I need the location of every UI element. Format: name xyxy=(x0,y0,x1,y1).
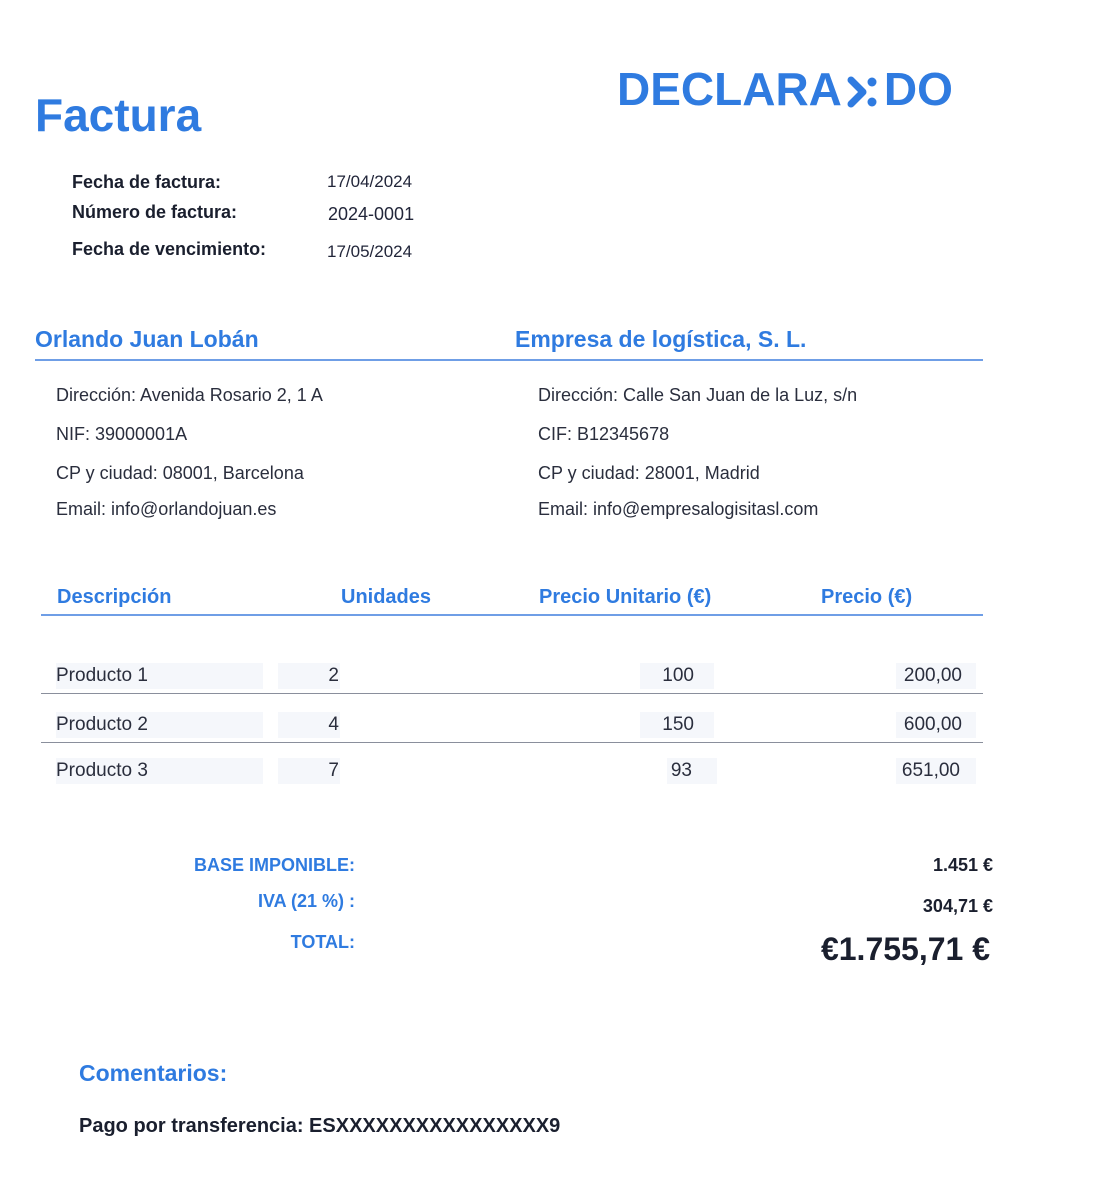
row2-unidades: 4 xyxy=(278,712,340,738)
base-imponible-value: 1.451 € xyxy=(932,855,993,875)
emisor-name: Orlando Juan Lobán xyxy=(35,326,259,352)
table-header-divider xyxy=(41,614,983,616)
row1-descripcion: Producto 1 xyxy=(56,663,263,689)
row1-precio: 200,00 xyxy=(896,663,976,689)
fecha-factura-value: 17/04/2024 xyxy=(327,172,413,191)
comentarios-text: Pago por transferencia: ESXXXXXXXXXXXXXXXX9 xyxy=(79,1115,561,1137)
total-value: €1.755,71 € xyxy=(820,931,990,967)
cliente-cp: CP y ciudad: 28001, Madrid xyxy=(538,463,760,483)
row3-precio: 651,00 xyxy=(896,758,976,784)
emisor-cp: CP y ciudad: 08001, Barcelona xyxy=(56,463,304,483)
emisor-direccion: Dirección: Avenida Rosario 2, 1 A xyxy=(56,385,323,405)
cliente-direccion: Dirección: Calle San Juan de la Luz, s/n xyxy=(538,385,858,405)
cliente-email: Email: info@empresalogisitasl.com xyxy=(538,499,819,519)
col-header-descripcion: Descripción xyxy=(57,586,172,608)
row3-unidades: 7 xyxy=(278,758,340,784)
row2-precio: 600,00 xyxy=(896,712,976,738)
iva-value: 304,71 € xyxy=(922,896,993,916)
numero-factura-value: 2024-0001 xyxy=(328,204,415,224)
party-divider xyxy=(35,359,983,361)
row1-unidades: 2 xyxy=(278,663,340,689)
emisor-nif: NIF: 39000001A xyxy=(56,424,188,444)
cliente-name: Empresa de logística, S. L. xyxy=(515,326,807,352)
row-divider xyxy=(41,693,983,694)
invoice-title: Factura xyxy=(35,89,202,141)
col-header-precio: Precio (€) xyxy=(821,586,913,608)
logo-text-left: DECLARA xyxy=(617,63,842,115)
logo-mark-icon xyxy=(843,69,883,109)
row2-precio-unitario: 150 xyxy=(640,712,714,738)
numero-factura-label: Número de factura: xyxy=(72,202,238,222)
comentarios-label: Comentarios: xyxy=(79,1060,228,1086)
row1-precio-unitario: 100 xyxy=(640,663,714,689)
base-imponible-label: BASE IMPONIBLE: xyxy=(193,855,355,875)
cliente-cif: CIF: B12345678 xyxy=(538,424,670,444)
declarando-logo xyxy=(617,60,953,118)
iva-label: IVA (21 %) : xyxy=(257,891,355,911)
fecha-factura-label: Fecha de factura: xyxy=(72,172,222,192)
emisor-email: Email: info@orlandojuan.es xyxy=(56,499,277,519)
fecha-vencimiento-value: 17/05/2024 xyxy=(327,242,413,261)
row-divider xyxy=(41,742,983,743)
col-header-unidades: Unidades xyxy=(341,586,432,608)
fecha-vencimiento-label: Fecha de vencimiento: xyxy=(72,239,267,259)
col-header-precio-unitario: Precio Unitario (€) xyxy=(539,586,712,608)
total-label: TOTAL: xyxy=(290,932,355,952)
logo-text-right: DO xyxy=(883,63,953,115)
row3-descripcion: Producto 3 xyxy=(56,758,263,784)
row3-precio-unitario: 93 xyxy=(667,758,717,784)
row2-descripcion: Producto 2 xyxy=(56,712,263,738)
